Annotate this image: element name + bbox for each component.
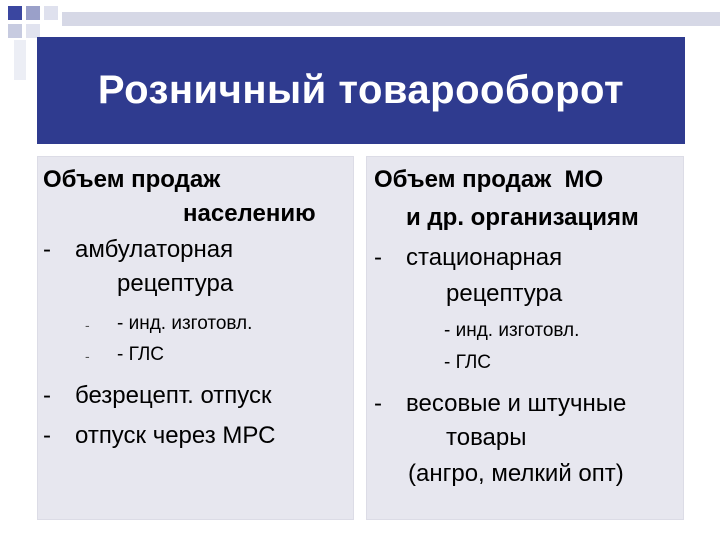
deco-square-3	[8, 24, 22, 38]
left-decorative-bar	[14, 40, 26, 80]
left-panel	[37, 156, 354, 520]
right-item2-line1: весовые и штучные	[406, 390, 627, 417]
right-item1-line1: стационарная	[406, 244, 563, 271]
deco-square-4	[26, 24, 40, 38]
top-decorative-bar	[62, 12, 720, 26]
left-sub2-text: - ГЛС	[117, 344, 165, 365]
left-item2-text: безрецепт. отпуск	[75, 382, 272, 409]
left-heading-line1: Объем продаж	[43, 166, 221, 193]
right-sub2-text: - ГЛС	[444, 352, 492, 373]
right-item2-dash: -	[374, 390, 382, 417]
left-item2-dash: -	[43, 382, 51, 409]
left-item3-dash: -	[43, 422, 51, 449]
right-sub1-text: - инд. изготовл.	[444, 320, 580, 341]
left-sub1-bullet: -	[85, 317, 90, 333]
left-sub1-text: - инд. изготовл.	[117, 313, 253, 334]
deco-square-1	[8, 6, 22, 20]
right-item1-dash: -	[374, 244, 382, 271]
slide-title: Розничный товарооборот	[97, 68, 625, 112]
left-heading-line2: населению	[183, 200, 316, 227]
right-item2-line3: (ангро, мелкий опт)	[408, 460, 624, 487]
left-item1-line2: рецептура	[117, 270, 234, 297]
left-sub2-bullet: -	[85, 348, 90, 364]
right-heading-line1: Объем продаж МО	[374, 166, 604, 193]
right-heading-line2: и др. организациям	[406, 204, 639, 231]
right-item2-line2: товары	[446, 424, 527, 451]
left-item1-line1: амбулаторная	[75, 236, 234, 263]
right-panel	[366, 156, 684, 520]
left-item1-dash: -	[43, 236, 51, 263]
deco-square-2	[26, 6, 40, 20]
title-banner	[37, 37, 685, 144]
deco-square-5	[44, 6, 58, 20]
left-item3-text: отпуск через МРС	[75, 422, 276, 449]
right-item1-line2: рецептура	[446, 280, 563, 307]
